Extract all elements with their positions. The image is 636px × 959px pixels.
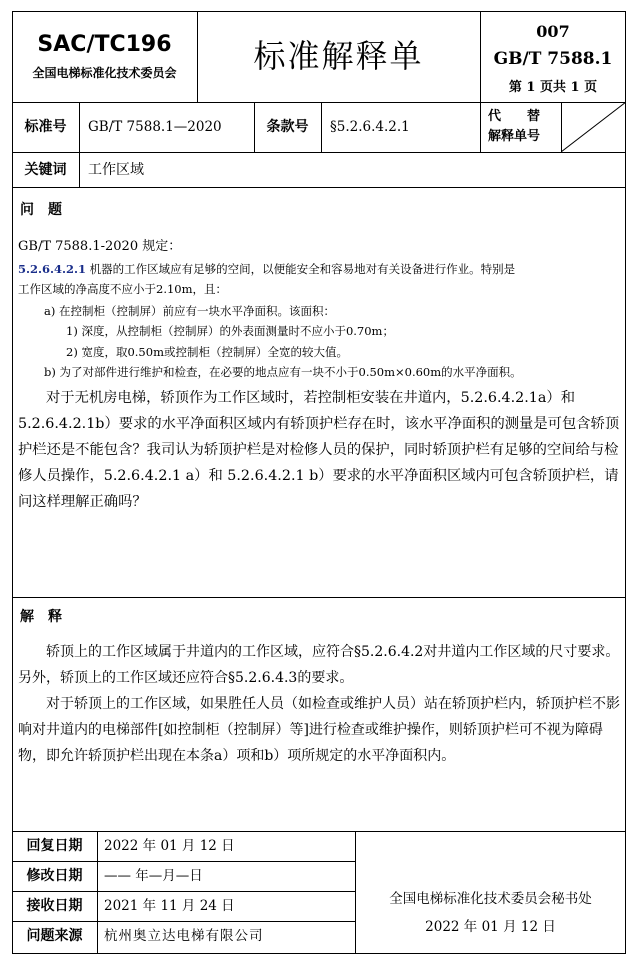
org-name: 全国电梯标准化技术委员会: [32, 66, 177, 80]
clause-label: 条款号: [266, 119, 309, 135]
rule: [79, 152, 80, 187]
page-title: 标准解释单: [253, 37, 424, 75]
standard-label: 标准号: [24, 119, 67, 135]
answer-para-2: 对于轿顶上的工作区域，如果胜任人员（如检查或维护人员）站在轿顶护栏内，轿顶护栏不影响对井道内的电梯部件[如控制柜（控制屏）等]进行检查或维护操作，则轿顶护栏可不视为障碍物，即允许轿顶护栏出现在本条a）项和b）项所规定的水平净面积内。: [18, 696, 620, 764]
clause-item-a: a) 在控制柜（控制屏）前应有一块水平净面积。该面积：: [44, 304, 335, 318]
rule: [12, 861, 355, 862]
revise-date-value: —— 年—月—日: [104, 868, 203, 884]
replace-label-line1: 代 替: [488, 109, 541, 124]
rule: [79, 102, 80, 152]
answer-para-1: 轿顶上的工作区域属于井道内的工作区域，应符合§5.2.6.4.2对井道内工作区域的尺寸要求。另外，轿顶上的工作区域还应符合§5.2.6.4.3的要求。: [18, 644, 620, 686]
standard-value: GB/T 7588.1—2020: [88, 119, 222, 135]
source-value: 杭州奥立达电梯有限公司: [104, 928, 264, 944]
standard-code: GB/T 7588.1: [493, 49, 613, 69]
empty-cell-diagonal: [561, 102, 626, 152]
clause-item-b: b) 为了对部件进行维护和检查，在必要的地点应有一块不小于0.50m×0.60m的水平净面积。: [44, 365, 522, 379]
rule: [97, 831, 98, 954]
reply-date-label: 回复日期: [26, 838, 83, 854]
org-code: SAC/TC196: [37, 32, 172, 57]
clause-text: 机器的工作区域应有足够的空间，以便能安全和容易地对有关设备进行作业。特别是: [86, 262, 516, 276]
revise-date-label: 修改日期: [26, 868, 83, 884]
reply-date-value: 2022 年 01 月 12 日: [104, 838, 235, 854]
answer-heading: 解 释: [20, 609, 62, 625]
rule: [12, 831, 626, 832]
clause-item-a2: 2) 宽度，取0.50m或控制柜（控制屏）全宽的较大值。: [66, 345, 348, 359]
rule: [12, 891, 355, 892]
question-intro: GB/T 7588.1-2020 规定：: [18, 239, 182, 254]
keyword-label: 关键词: [24, 162, 67, 178]
source-label: 问题来源: [26, 928, 83, 944]
clause-number: 5.2.6.4.2.1: [18, 262, 87, 276]
rule: [12, 102, 626, 103]
rule: [12, 152, 626, 153]
page-info: 第 1 页共 1 页: [508, 80, 598, 95]
rule: [321, 102, 322, 152]
rule: [480, 102, 481, 152]
keyword-value: 工作区域: [88, 162, 144, 178]
issuer: 全国电梯标准化技术委员会秘书处: [389, 891, 592, 907]
issue-date: 2022 年 01 月 12 日: [425, 919, 556, 935]
clause-item-a1: 1) 深度，从控制柜（控制屏）的外表面测量时不应小于0.70m；: [66, 324, 394, 338]
clause-value: §5.2.6.4.2.1: [330, 119, 410, 135]
replace-label-line2: 解释单号: [488, 129, 541, 144]
doc-number: 007: [536, 22, 570, 41]
rule: [12, 187, 626, 188]
rule: [12, 597, 626, 598]
question-body: 对于无机房电梯，轿顶作为工作区域时，若控制柜安装在井道内，5.2.6.4.2.1a）和 5.2.6.4.2.1b）要求的水平净面积区域内有轿顶护栏存在时，该水平净面积的测量是可包含轿顶护栏还是不能包含？我司认为轿顶护栏是对检修人员的保护，同时轿顶护栏有足够的空间给与检修人员操作，5.2.6.4.2.1 a）和 5.2.6.4.2.1 b）要求的水平净面积区域内可包含轿顶护栏，请问这样理解正确吗？: [18, 390, 620, 510]
question-heading: 问 题: [20, 202, 62, 218]
rule: [12, 921, 355, 922]
receive-date-value: 2021 年 11 月 24 日: [104, 898, 235, 914]
clause-line-1: [18, 259, 515, 279]
clause-line-2: 工作区域的净高度不应小于2.10m，且：: [18, 282, 228, 296]
receive-date-label: 接收日期: [26, 898, 83, 914]
